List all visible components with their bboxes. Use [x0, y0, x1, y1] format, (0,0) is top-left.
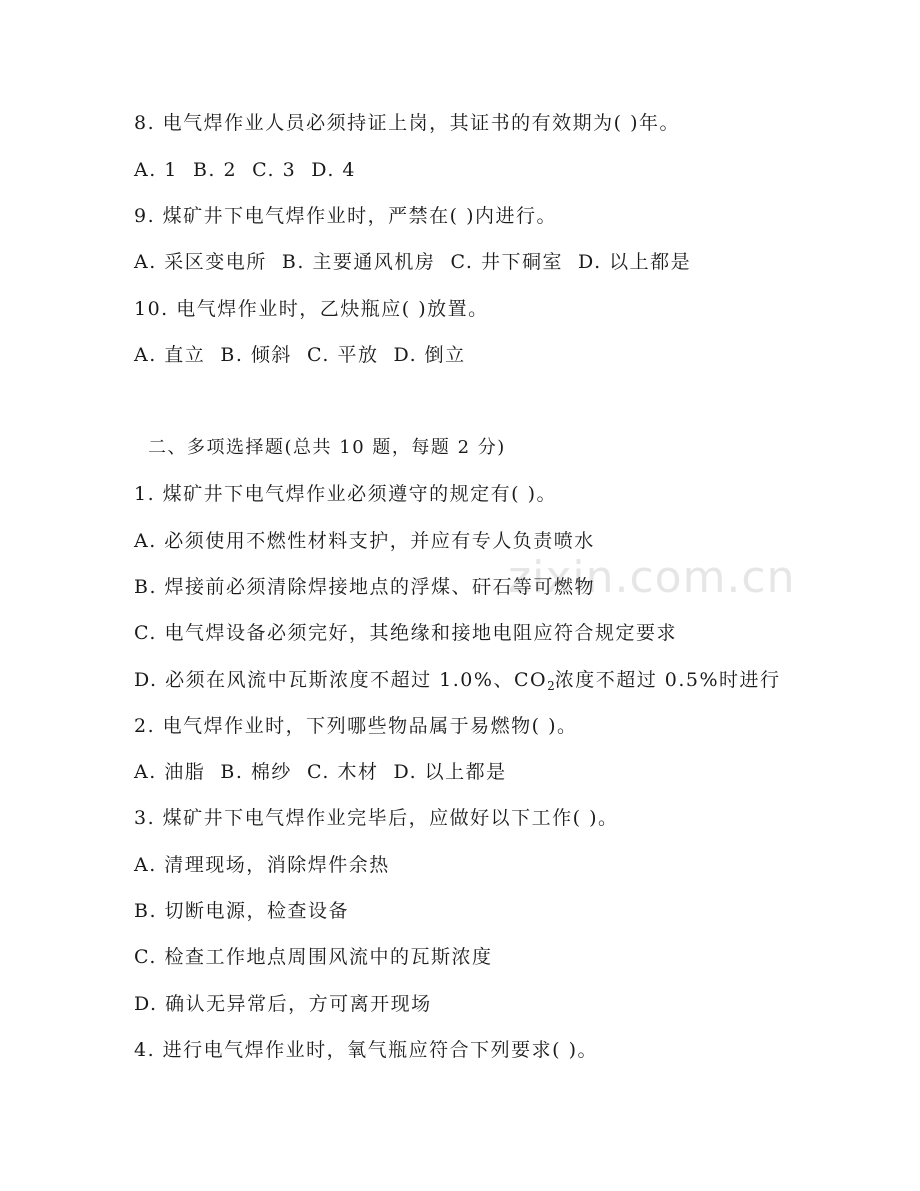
mc-question-3-option-a: A. 清理现场，消除焊件余热	[134, 854, 390, 876]
question-9: 9. 煤矿井下电气焊作业时，严禁在( )内进行。	[134, 205, 558, 227]
mc-question-3-option-d: D. 确认无异常后，方可离开现场	[134, 993, 432, 1015]
mc-question-4: 4. 进行电气焊作业时，氧气瓶应符合下列要求( )。	[134, 1039, 599, 1061]
option-d-part1: D. 必须在风流中瓦斯浓度不超过 1.0%、CO	[134, 669, 548, 691]
option-d-part2: 浓度不超过 0.5%时进行	[554, 669, 781, 691]
mc-question-3-option-b: B. 切断电源，检查设备	[134, 900, 350, 922]
mc-question-1-option-c: C. 电气焊设备必须完好，其绝缘和接地电阻应符合规定要求	[134, 622, 677, 644]
co2-subscript: 2	[547, 679, 555, 693]
mc-question-2-options: A. 油脂 B. 棉纱 C. 木材 D. 以上都是	[134, 761, 507, 783]
question-9-options: A. 采区变电所 B. 主要通风机房 C. 井下硐室 D. 以上都是	[134, 251, 692, 273]
question-8: 8. 电气焊作业人员必须持证上岗，其证书的有效期为( )年。	[134, 112, 681, 134]
mc-question-3-option-c: C. 检查工作地点周围风流中的瓦斯浓度	[134, 946, 493, 968]
mc-question-1-option-d	[134, 668, 781, 698]
watermark: zixin.com.cn	[508, 552, 796, 603]
question-10-options: A. 直立 B. 倾斜 C. 平放 D. 倒立	[134, 344, 466, 366]
mc-question-1: 1. 煤矿井下电气焊作业必须遵守的规定有( )。	[134, 483, 558, 505]
mc-question-1-option-a: A. 必须使用不燃性材料支护，并应有专人负责喷水	[134, 530, 595, 552]
question-8-options: A. 1 B. 2 C. 3 D. 4	[134, 159, 357, 181]
mc-question-3: 3. 煤矿井下电气焊作业完毕后，应做好以下工作( )。	[134, 807, 619, 829]
question-10: 10. 电气焊作业时，乙炔瓶应( )放置。	[134, 298, 489, 320]
mc-question-1-option-b: B. 焊接前必须清除焊接地点的浮煤、矸石等可燃物	[134, 576, 596, 598]
section-heading: 二、多项选择题(总共 10 题，每题 2 分)	[148, 437, 506, 458]
mc-question-2: 2. 电气焊作业时，下列哪些物品属于易燃物( )。	[134, 715, 578, 737]
